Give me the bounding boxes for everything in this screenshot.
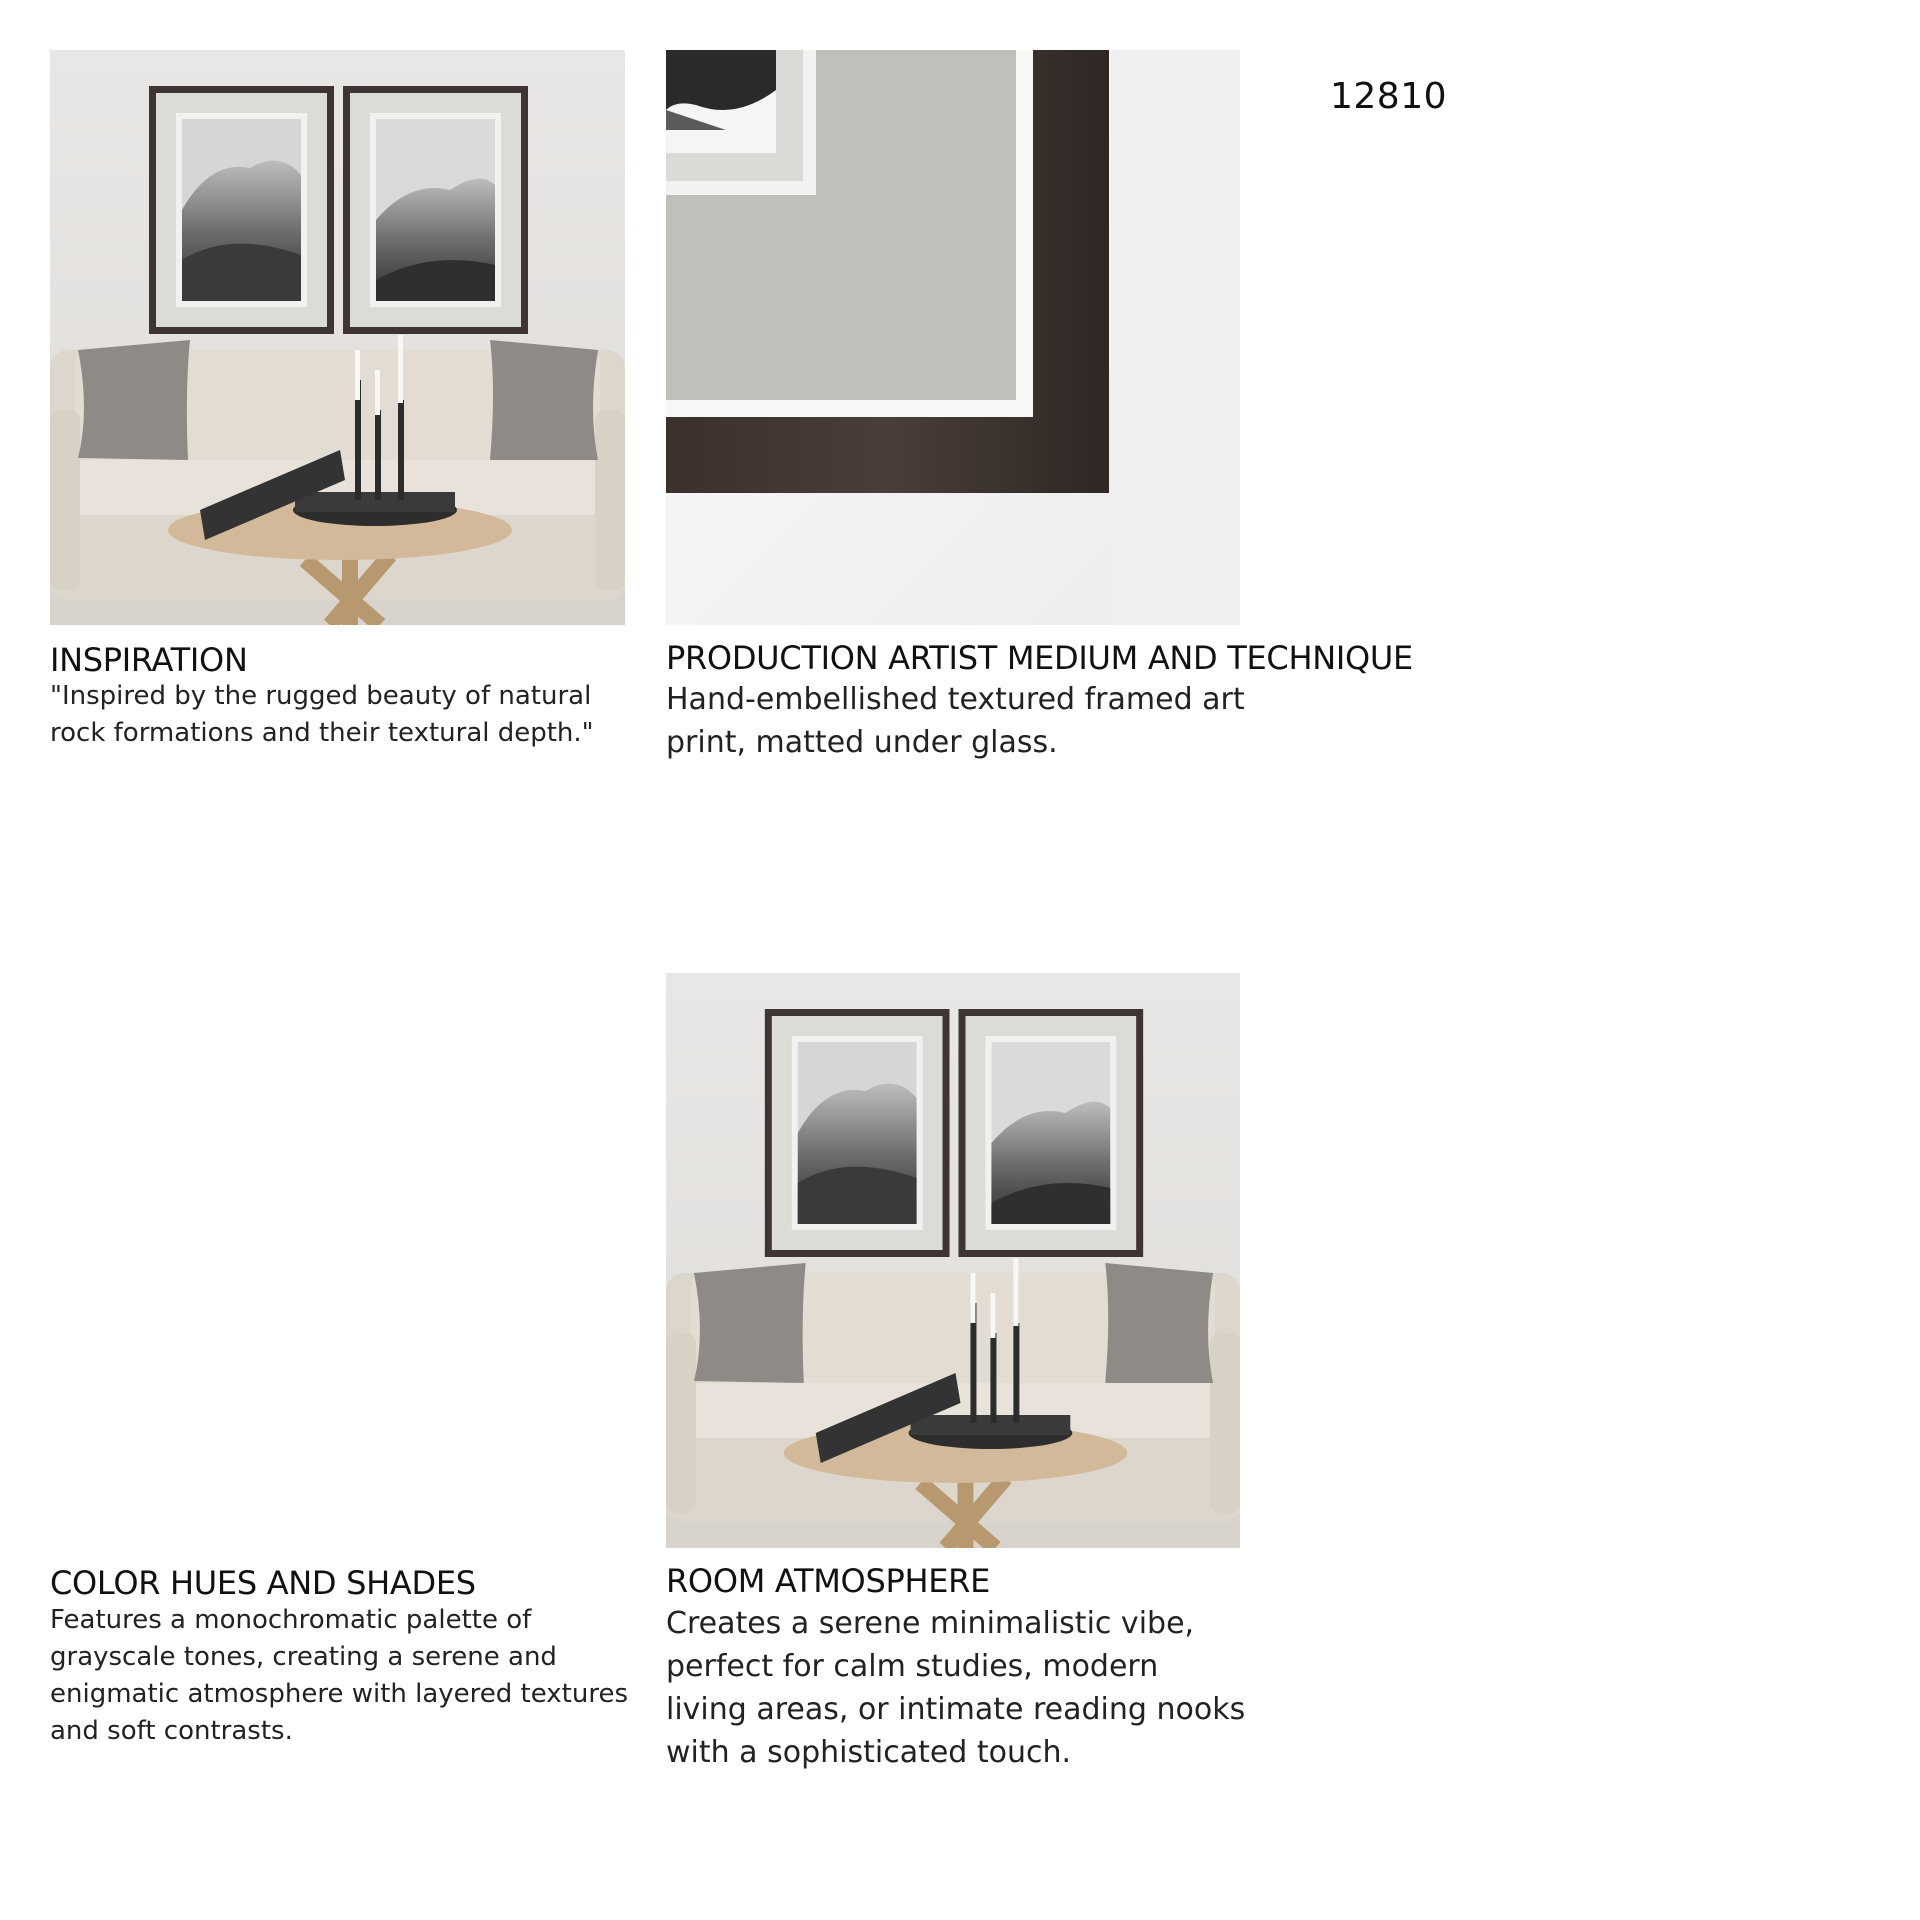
inspiration-room-photo (50, 50, 625, 625)
production-text: Hand-embellished textured framed art print, matted under glass. (666, 682, 1245, 760)
color-text: Features a monochromatic palette of grayscale tones, creating a serene and enigmatic atmosphere with layered textures and soft contrasts. (50, 1605, 629, 1746)
room-text: Creates a serene minimalistic vibe, perfect for calm studies, modern living areas, or intimate reading nooks with a sophisticated touch. (666, 1606, 1246, 1770)
frame-corner-detail-photo (666, 50, 1240, 625)
product-code: 12810 (1330, 76, 1448, 117)
inspiration-heading: INSPIRATION (50, 641, 248, 679)
room-atmosphere-photo (666, 973, 1240, 1548)
room-heading: ROOM ATMOSPHERE (666, 1562, 990, 1600)
color-heading: COLOR HUES AND SHADES (50, 1564, 476, 1602)
inspiration-text: "Inspired by the rugged beauty of natural rock formations and their textural depth." (50, 681, 594, 748)
production-heading: PRODUCTION ARTIST MEDIUM AND TECHNIQUE (666, 639, 1413, 677)
